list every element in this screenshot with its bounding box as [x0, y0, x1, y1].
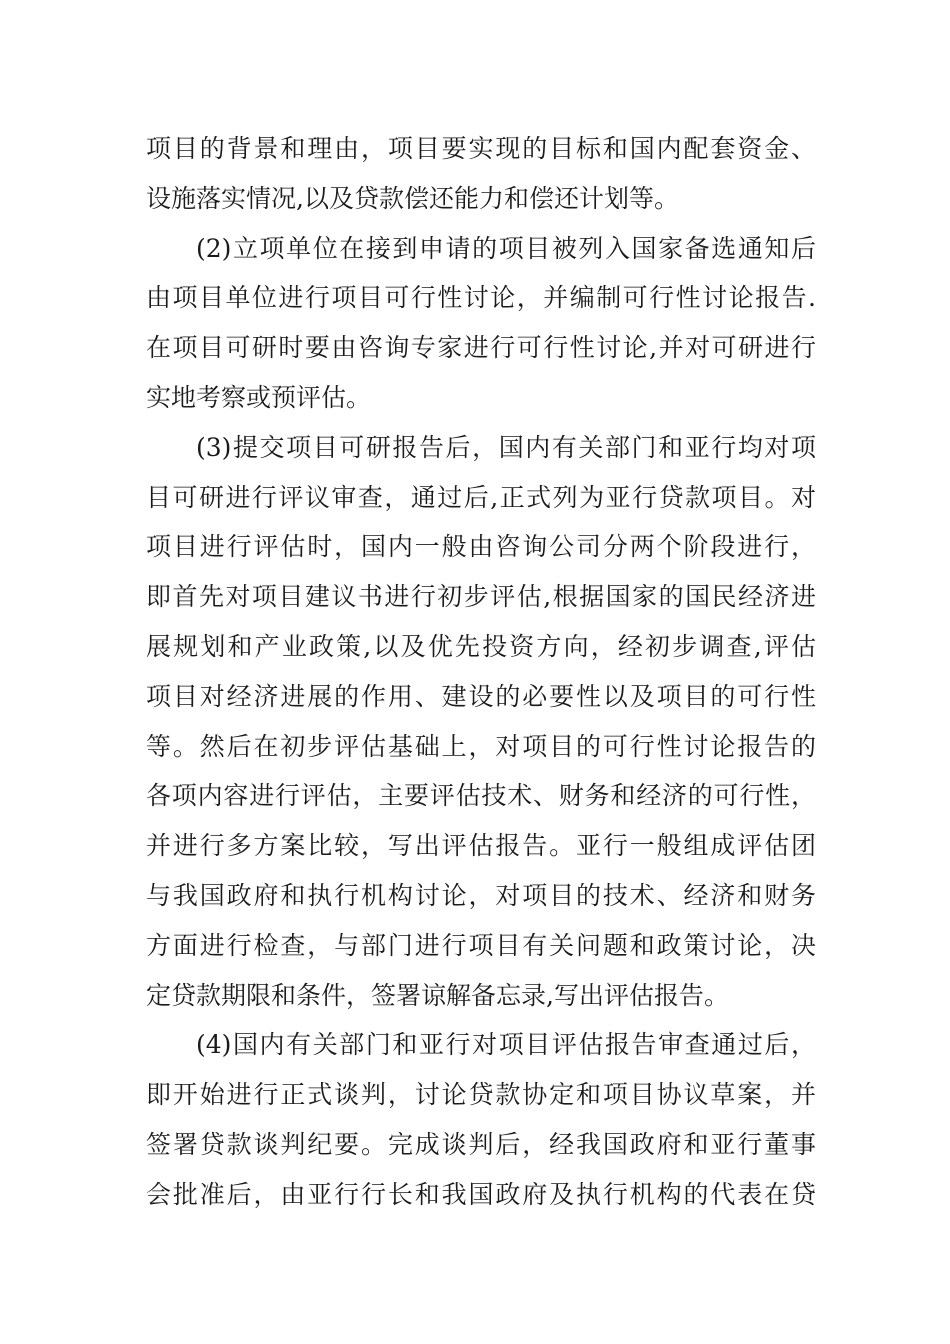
- text-line: 由项目单位进行项目可行性讨论，并编制可行性讨论报告.: [146, 283, 816, 313]
- text-line: 项目的背景和理由，项目要实现的目标和国内配套资金、: [146, 134, 816, 163]
- text-line: 即首先对项目建议书进行初步评估,根据国家的国民经济进: [146, 582, 816, 612]
- text-line: 在项目可研时要由咨询专家进行可行性讨论,并对可研进行: [146, 333, 816, 363]
- text-line: 等。然后在初步评估基础上，对项目的可行性讨论报告的: [146, 731, 816, 761]
- text-line: 签署贷款谈判纪要。完成谈判后，经我国政府和亚行董事: [146, 1129, 816, 1159]
- text-line: 项目进行评估时，国内一般由咨询公司分两个阶段进行，: [146, 532, 816, 562]
- text-line: 实地考察或预评估。: [146, 382, 372, 412]
- text-line: 目可研进行评议审查，通过后,正式列为亚行贷款项目。对: [146, 482, 816, 512]
- text-line: 展规划和产业政策,以及优先投资方向，经初步调查,评估: [146, 631, 816, 661]
- document-body: [146, 124, 816, 1220]
- text-line: 会批准后，由亚行行长和我国政府及执行机构的代表在贷: [146, 1179, 816, 1209]
- text-line: (4)国内有关部门和亚行对项目评估报告审查通过后，: [196, 1030, 816, 1060]
- text-line: 设施落实情况,以及贷款偿还能力和偿还计划等。: [146, 183, 679, 213]
- text-line: 项目对经济进展的作用、建设的必要性以及项目的可行性: [146, 681, 816, 711]
- text-line: 即开始进行正式谈判，讨论贷款协定和项目协议草案，并: [146, 1080, 816, 1110]
- text-line: 定贷款期限和条件，签署谅解备忘录,写出评估报告。: [146, 980, 729, 1010]
- text-line: 各项内容进行评估，主要评估技术、财务和经济的可行性，: [146, 781, 816, 811]
- text-line: (2)立项单位在接到申请的项目被列入国家备选通知后: [196, 233, 816, 263]
- text-line: 方面进行检查，与部门进行项目有关问题和政策讨论，决: [146, 930, 816, 960]
- text-line: 与我国政府和执行机构讨论，对项目的技术、经济和财务: [146, 880, 816, 910]
- text-line: (3)提交项目可研报告后，国内有关部门和亚行均对项: [196, 432, 816, 462]
- text-line: 并进行多方案比较，写出评估报告。亚行一般组成评估团: [146, 831, 816, 861]
